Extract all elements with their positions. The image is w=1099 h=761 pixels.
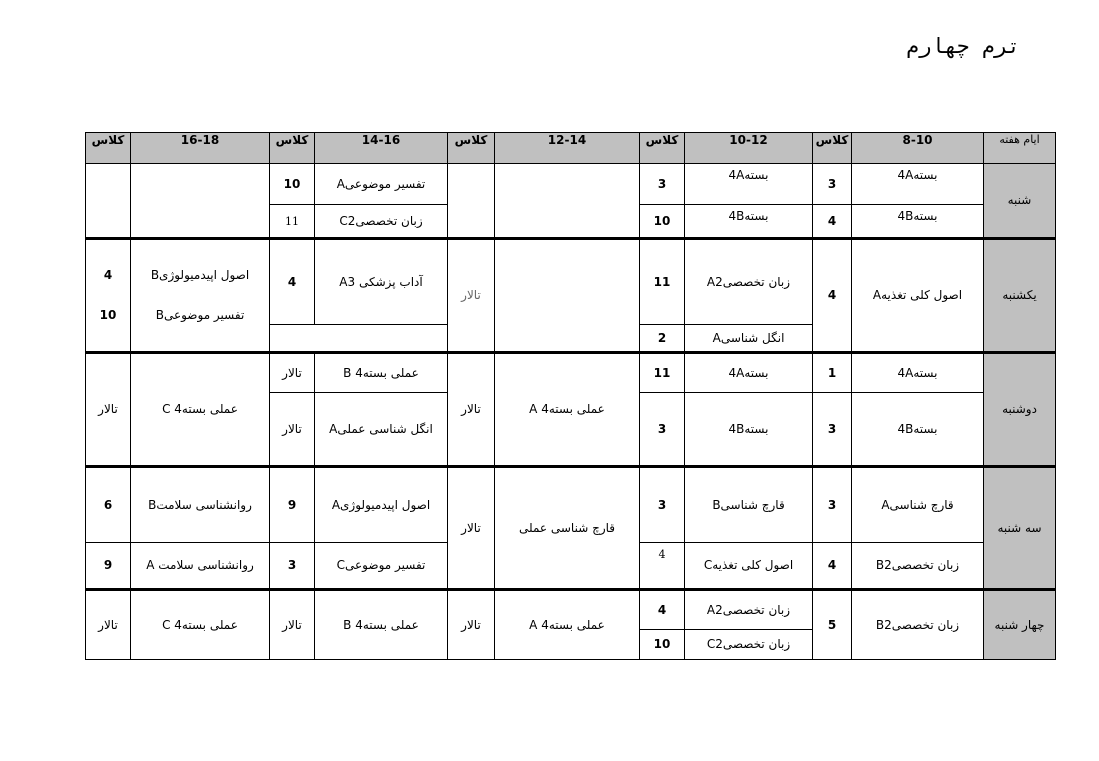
course-cell: اصول اپیدمیولوژیA: [315, 467, 448, 543]
room-cell: تالار: [86, 353, 131, 467]
room-cell: 11: [640, 353, 685, 393]
page-title: ترم چهارم: [906, 34, 1020, 58]
course-cell: عملی بسته4 B: [315, 353, 448, 393]
header-slot-16-18: 16-18: [131, 133, 270, 164]
header-row: [86, 133, 1056, 164]
course-cell: اصول اپیدمیولوژیB: [150, 268, 250, 282]
room-cell: 3: [640, 467, 685, 543]
day-tuesday: سه شنبه: [984, 467, 1056, 590]
room-cell: 3: [270, 543, 315, 590]
course-cell: زبان تخصصیC2: [685, 630, 813, 660]
course-cell-stack: [131, 239, 270, 353]
table-row-wednesday-a: [86, 590, 1056, 630]
course-cell: بسته4B: [685, 205, 813, 239]
empty-cell: [86, 164, 131, 239]
room-cell: تالار: [270, 590, 315, 660]
day-sunday: یکشنبه: [984, 239, 1056, 353]
course-cell: بسته4B: [852, 205, 984, 239]
room-cell: 4: [103, 268, 113, 282]
room-cell: 3: [813, 393, 852, 467]
room-cell: 3: [640, 164, 685, 205]
table-row-monday-a: [86, 353, 1056, 393]
header-class-label: کلاس: [640, 133, 685, 164]
schedule-table: [85, 132, 1056, 660]
empty-cell: [495, 164, 640, 239]
room-cell: 4: [813, 239, 852, 353]
room-cell: 2: [640, 325, 685, 353]
header-class-label: کلاس: [813, 133, 852, 164]
room-cell: تالار: [270, 353, 315, 393]
header-slot-10-12: 10-12: [685, 133, 813, 164]
course-cell: اصول کلی تغذیهA: [852, 239, 984, 353]
empty-cell: [448, 164, 495, 239]
course-cell: عملی بسته4 A: [495, 353, 640, 467]
course-cell: قارچ شناسی عملی: [495, 467, 640, 590]
room-cell: 10: [270, 164, 315, 205]
header-class-label: کلاس: [448, 133, 495, 164]
room-cell-stack: [86, 239, 131, 353]
header-class-label: کلاس: [86, 133, 131, 164]
room-cell: 4: [813, 205, 852, 239]
course-cell: انگل شناسی عملیA: [315, 393, 448, 467]
course-cell: انگل شناسیA: [685, 325, 813, 353]
course-cell: بسته4A: [852, 353, 984, 393]
table-row-saturday-a: [86, 164, 1056, 205]
room-cell: 10: [99, 308, 117, 322]
room-cell: 4: [270, 239, 315, 325]
course-cell: عملی بسته4 A: [495, 590, 640, 660]
course-cell: قارچ شناسیA: [881, 497, 954, 512]
room-cell: 6: [86, 467, 131, 543]
course-cell: روانشناسی سلامتB: [131, 467, 270, 543]
empty-cell: [131, 164, 270, 239]
day-wednesday: چهار شنبه: [984, 590, 1056, 660]
room-cell: 9: [270, 467, 315, 543]
room-cell: 4: [813, 543, 852, 590]
header-slot-12-14: 12-14: [495, 133, 640, 164]
room-cell: 3: [813, 467, 852, 543]
day-saturday: شنبه: [984, 164, 1056, 239]
course-cell: بسته4B: [685, 393, 813, 467]
course-cell-stack: [852, 467, 984, 543]
course-cell: زبان تخصصیB2: [852, 590, 984, 660]
room-cell: 1: [813, 353, 852, 393]
header-slot-8-10: 8-10: [852, 133, 984, 164]
header-days: ایام هفته: [984, 133, 1056, 164]
room-cell: تالار: [448, 353, 495, 467]
course-cell: بسته4A: [852, 164, 984, 205]
room-cell: 10: [640, 205, 685, 239]
room-cell: تالار: [448, 590, 495, 660]
room-cell: تالار: [448, 467, 495, 590]
course-cell: تفسیر موضوعیB: [155, 308, 245, 322]
room-cell: تالار: [448, 239, 495, 353]
course-cell: عملی بسته4 B: [315, 590, 448, 660]
empty-cell: [495, 239, 640, 353]
course-cell: روانشناسی سلامت A: [131, 543, 270, 590]
course-cell: زبان تخصصیB2: [852, 543, 984, 590]
room-cell: 5: [813, 590, 852, 660]
course-cell: عملی بسته4 C: [131, 353, 270, 467]
room-cell: 11: [270, 205, 315, 239]
course-cell: قارچ شناسیB: [685, 467, 813, 543]
table-row-tuesday-a: [86, 467, 1056, 543]
room-cell: 11: [640, 239, 685, 325]
course-cell: تفسیر موضوعیA: [315, 164, 448, 205]
course-cell: زبان تخصصیC2: [315, 205, 448, 239]
header-class-label: کلاس: [270, 133, 315, 164]
room-cell: تالار: [270, 393, 315, 467]
table-row-sunday-a: [86, 239, 1056, 325]
course-cell: بسته4A: [685, 164, 813, 205]
course-cell: آداب پزشکی A3: [315, 239, 448, 325]
room-cell: 4: [640, 590, 685, 630]
course-cell: تفسیر موضوعیC: [315, 543, 448, 590]
day-monday: دوشنبه: [984, 353, 1056, 467]
course-cell: عملی بسته4 C: [131, 590, 270, 660]
course-cell: زبان تخصصیA2: [685, 590, 813, 630]
room-cell: 3: [640, 393, 685, 467]
room-cell: 9: [86, 543, 131, 590]
room-cell: 4: [640, 543, 685, 590]
room-cell: 10: [640, 630, 685, 660]
room-cell: 3: [813, 164, 852, 205]
room-cell: تالار: [86, 590, 131, 660]
course-cell: زبان تخصصیA2: [685, 239, 813, 325]
course-cell: اصول کلی تغذیهC: [685, 543, 813, 590]
course-cell: بسته4A: [685, 353, 813, 393]
header-slot-14-16: 14-16: [315, 133, 448, 164]
course-cell: بسته4B: [852, 393, 984, 467]
